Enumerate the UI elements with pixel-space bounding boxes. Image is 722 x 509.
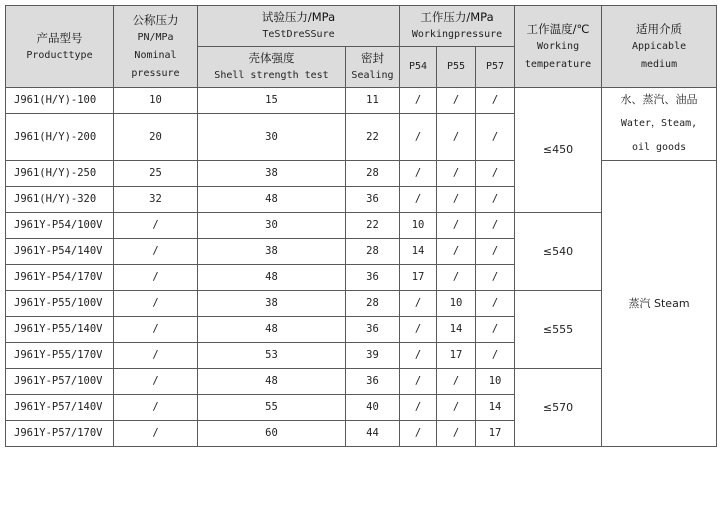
cell-pn: / — [114, 421, 198, 447]
cell-seal: 36 — [346, 187, 400, 213]
cell-seal: 28 — [346, 291, 400, 317]
table-body — [6, 88, 717, 447]
cell-p54: / — [400, 369, 437, 395]
cell-p54: / — [400, 88, 437, 114]
cell-p55: / — [437, 187, 476, 213]
medium-water-oil-en2: oil goods — [631, 142, 687, 153]
cell-temp-540: ≤540 — [515, 213, 602, 291]
header-shell-test — [198, 47, 346, 88]
header-nominal-pressure-en1: Nominal — [134, 49, 177, 61]
cell-p55: 17 — [437, 343, 476, 369]
cell-shell: 55 — [198, 395, 346, 421]
cell-model: J961(H/Y)-100 — [6, 88, 114, 114]
cell-p57: 14 — [476, 395, 515, 421]
header-working-pressure-en: Workingpressure — [411, 29, 503, 40]
cell-shell: 53 — [198, 343, 346, 369]
cell-p57: / — [476, 88, 515, 114]
header-test-pressure-en: TeStDreSSure — [262, 29, 335, 40]
cell-p57: / — [476, 213, 515, 239]
cell-p57: / — [476, 187, 515, 213]
cell-p54: / — [400, 395, 437, 421]
cell-seal: 11 — [346, 88, 400, 114]
cell-p57: / — [476, 317, 515, 343]
cell-pn: / — [114, 239, 198, 265]
cell-model: J961Y-P57/140V — [6, 395, 114, 421]
cell-p55: / — [437, 161, 476, 187]
header-product-type — [6, 6, 114, 88]
header-working-temp-zh: 工作温度/℃ — [526, 21, 590, 36]
cell-pn: / — [114, 291, 198, 317]
cell-seal: 36 — [346, 317, 400, 343]
medium-water-oil-zh: 水、蒸汽、油品 — [620, 93, 698, 106]
cell-shell: 48 — [198, 187, 346, 213]
header-shell-test-en: Shell strength test — [214, 70, 329, 81]
cell-pn: / — [114, 369, 198, 395]
cell-p57: 10 — [476, 369, 515, 395]
cell-shell: 48 — [198, 317, 346, 343]
cell-pn: / — [114, 317, 198, 343]
header-medium-en1: Appicable — [631, 40, 687, 52]
cell-p54: / — [400, 114, 437, 161]
header-working-temp-en2: temperature — [524, 58, 592, 70]
cell-pn: 10 — [114, 88, 198, 114]
cell-seal: 36 — [346, 265, 400, 291]
cell-p55: / — [437, 421, 476, 447]
cell-pn: / — [114, 265, 198, 291]
cell-p54: 17 — [400, 265, 437, 291]
header-p55 — [437, 47, 476, 88]
cell-model: J961Y-P55/140V — [6, 317, 114, 343]
cell-temp-570: ≤570 — [515, 369, 602, 447]
cell-temp-555: ≤555 — [515, 291, 602, 369]
cell-p55: 14 — [437, 317, 476, 343]
header-p55-label: P55 — [446, 61, 466, 72]
cell-shell: 38 — [198, 239, 346, 265]
cell-pn: 25 — [114, 161, 198, 187]
header-nominal-pressure-zh: 公称压力 — [132, 12, 179, 27]
header-product-type-zh: 产品型号 — [36, 30, 83, 45]
cell-medium-water-oil — [602, 88, 717, 161]
cell-p57: / — [476, 114, 515, 161]
cell-model: J961Y-P54/100V — [6, 213, 114, 239]
cell-model: J961Y-P55/170V — [6, 343, 114, 369]
cell-shell: 48 — [198, 265, 346, 291]
valve-spec-table — [5, 5, 717, 447]
header-sealing-en: Sealing — [351, 70, 394, 81]
cell-p54: 10 — [400, 213, 437, 239]
cell-p54: / — [400, 291, 437, 317]
cell-shell: 30 — [198, 213, 346, 239]
cell-p54: / — [400, 187, 437, 213]
header-p57-label: P57 — [485, 61, 505, 72]
cell-seal: 36 — [346, 369, 400, 395]
cell-pn: 20 — [114, 114, 198, 161]
header-nominal-pressure — [114, 6, 198, 88]
header-sealing-zh: 密封 — [361, 51, 384, 65]
header-nominal-pressure-unit: PN/MPa — [137, 31, 174, 43]
cell-model: J961Y-P55/100V — [6, 291, 114, 317]
cell-seal: 44 — [346, 421, 400, 447]
header-nominal-pressure-en2: pressure — [131, 67, 180, 79]
header-medium — [602, 6, 717, 88]
cell-p55: / — [437, 369, 476, 395]
table-header — [6, 6, 717, 88]
cell-p54: / — [400, 343, 437, 369]
medium-water-oil-en1: Water，Steam, — [620, 118, 698, 129]
header-p54 — [400, 47, 437, 88]
cell-model: J961Y-P57/100V — [6, 369, 114, 395]
header-working-pressure-zh: 工作压力/MPa — [420, 10, 494, 24]
cell-shell: 30 — [198, 114, 346, 161]
cell-shell: 60 — [198, 421, 346, 447]
cell-pn: / — [114, 343, 198, 369]
cell-p55: / — [437, 213, 476, 239]
cell-p55: 10 — [437, 291, 476, 317]
header-medium-zh: 适用介质 — [636, 21, 683, 36]
header-working-temp — [515, 6, 602, 88]
cell-p57: / — [476, 161, 515, 187]
cell-shell: 38 — [198, 291, 346, 317]
cell-p55: / — [437, 114, 476, 161]
cell-p57: 17 — [476, 421, 515, 447]
cell-pn: 32 — [114, 187, 198, 213]
header-working-pressure — [400, 6, 515, 47]
cell-p55: / — [437, 395, 476, 421]
cell-shell: 48 — [198, 369, 346, 395]
cell-model: J961(H/Y)-200 — [6, 114, 114, 161]
header-sealing — [346, 47, 400, 88]
cell-p54: / — [400, 161, 437, 187]
header-test-pressure-zh: 试验压力/MPa — [261, 10, 336, 24]
cell-shell: 38 — [198, 161, 346, 187]
cell-pn: / — [114, 213, 198, 239]
cell-p54: / — [400, 317, 437, 343]
cell-p54: 14 — [400, 239, 437, 265]
cell-seal: 39 — [346, 343, 400, 369]
cell-p55: / — [437, 265, 476, 291]
cell-seal: 22 — [346, 213, 400, 239]
cell-p55: / — [437, 88, 476, 114]
cell-model: J961(H/Y)-250 — [6, 161, 114, 187]
header-product-type-en: Producttype — [26, 49, 93, 61]
cell-model: J961(H/Y)-320 — [6, 187, 114, 213]
cell-seal: 22 — [346, 114, 400, 161]
cell-p57: / — [476, 239, 515, 265]
header-p57 — [476, 47, 515, 88]
header-working-temp-en1: Working — [536, 40, 580, 52]
cell-model: J961Y-P54/140V — [6, 239, 114, 265]
cell-seal: 40 — [346, 395, 400, 421]
cell-medium-steam: 蒸汽 Steam — [602, 161, 717, 447]
cell-p57: / — [476, 343, 515, 369]
table-row — [6, 88, 717, 114]
table-row — [6, 161, 717, 187]
header-shell-test-zh: 壳体强度 — [248, 51, 295, 65]
cell-p57: / — [476, 291, 515, 317]
header-medium-en2: medium — [640, 58, 678, 70]
cell-pn: / — [114, 395, 198, 421]
header-p54-label: P54 — [408, 61, 428, 72]
cell-seal: 28 — [346, 239, 400, 265]
cell-p55: / — [437, 239, 476, 265]
cell-seal: 28 — [346, 161, 400, 187]
cell-p57: / — [476, 265, 515, 291]
cell-shell: 15 — [198, 88, 346, 114]
header-test-pressure — [198, 6, 400, 47]
cell-temp-450: ≤450 — [515, 88, 602, 213]
cell-model: J961Y-P57/170V — [6, 421, 114, 447]
cell-model: J961Y-P54/170V — [6, 265, 114, 291]
cell-p54: / — [400, 421, 437, 447]
